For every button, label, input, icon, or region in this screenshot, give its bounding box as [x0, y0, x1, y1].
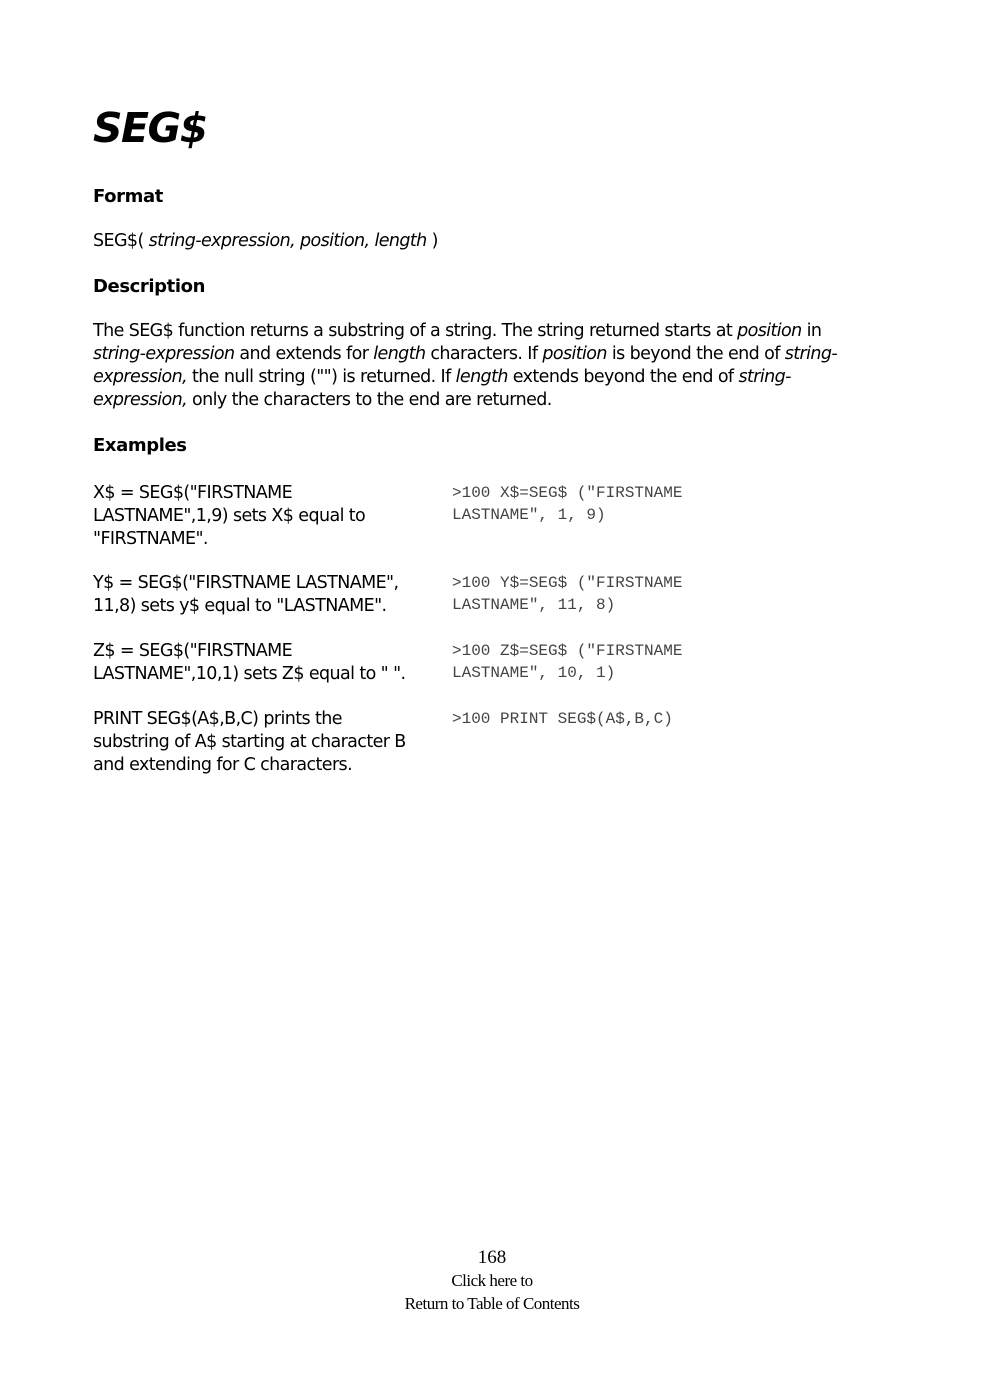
example-description — [93, 640, 428, 686]
example-description-line: Y$ = SEG$("FIRSTNAME LASTNAME", — [93, 573, 399, 593]
description-paragraph — [93, 320, 873, 412]
example-description — [93, 572, 428, 618]
example-code — [452, 708, 872, 730]
example-description-line: "FIRSTNAME". — [93, 529, 208, 549]
description-text: the null string ("") is returned. If — [187, 367, 456, 387]
toc-link[interactable] — [0, 1269, 984, 1315]
example-description-line: and extending for C characters. — [93, 755, 353, 775]
toc-link-line-1[interactable]: Click here to — [451, 1271, 533, 1290]
page-title: SEG$ — [93, 104, 207, 152]
format-heading: Format — [93, 186, 163, 207]
example-code — [452, 640, 872, 684]
examples-heading: Examples — [93, 435, 187, 456]
description-line — [93, 366, 873, 389]
format-arguments: string-expression, position, length — [148, 231, 427, 251]
example-description-line: X$ = SEG$("FIRSTNAME — [93, 483, 293, 503]
description-text: extends beyond the end of — [507, 367, 739, 387]
example-description-line: 11,8) sets y$ equal to "LASTNAME". — [93, 596, 387, 616]
description-text: only the characters to the end are returned. — [187, 390, 552, 410]
example-code-line: >100 PRINT SEG$(A$,B,C) — [452, 710, 673, 728]
example-code-line: LASTNAME", 10, 1) — [452, 664, 616, 682]
description-emphasis: length — [455, 367, 508, 387]
example-code-line: >100 X$=SEG$ ("FIRSTNAME — [452, 484, 683, 502]
example-code — [452, 572, 872, 616]
description-emphasis: string- — [738, 367, 791, 387]
description-text: characters. If — [425, 344, 543, 364]
example-description — [93, 482, 428, 551]
description-line — [93, 320, 873, 343]
example-description-line: PRINT SEG$(A$,B,C) prints the — [93, 709, 342, 729]
example-code-line: >100 Y$=SEG$ ("FIRSTNAME — [452, 574, 683, 592]
description-emphasis: position — [737, 321, 802, 341]
description-emphasis: string-expression — [93, 344, 235, 364]
example-code-line: LASTNAME", 11, 8) — [452, 596, 616, 614]
description-emphasis: position — [542, 344, 607, 364]
format-prefix: SEG$( — [93, 231, 149, 251]
description-emphasis: length — [373, 344, 426, 364]
description-line — [93, 389, 873, 412]
example-description-line: Z$ = SEG$("FIRSTNAME — [93, 641, 293, 661]
description-emphasis: string- — [784, 344, 838, 364]
description-text: and extends for — [234, 344, 374, 364]
description-heading: Description — [93, 276, 206, 297]
description-line — [93, 343, 873, 366]
example-description — [93, 708, 428, 777]
description-text: in — [801, 321, 822, 341]
example-description-line: LASTNAME",10,1) sets Z$ equal to " ". — [93, 664, 406, 684]
format-suffix: ) — [426, 231, 438, 251]
example-code — [452, 482, 872, 526]
description-text: is beyond the end of — [606, 344, 785, 364]
example-code-line: LASTNAME", 1, 9) — [452, 506, 606, 524]
page-number: 168 — [477, 1247, 507, 1268]
example-description-line: substring of A$ starting at character B — [93, 732, 406, 752]
toc-link-line-2[interactable]: Return to Table of Contents — [404, 1294, 580, 1313]
example-description-line: LASTNAME",1,9) sets X$ equal to — [93, 506, 366, 526]
description-emphasis: expression, — [93, 390, 188, 410]
description-emphasis: expression, — [93, 367, 188, 387]
description-text: The SEG$ function returns a substring of a string. The string returned starts at — [93, 321, 738, 341]
example-code-line: >100 Z$=SEG$ ("FIRSTNAME — [452, 642, 683, 660]
format-syntax — [93, 230, 438, 253]
